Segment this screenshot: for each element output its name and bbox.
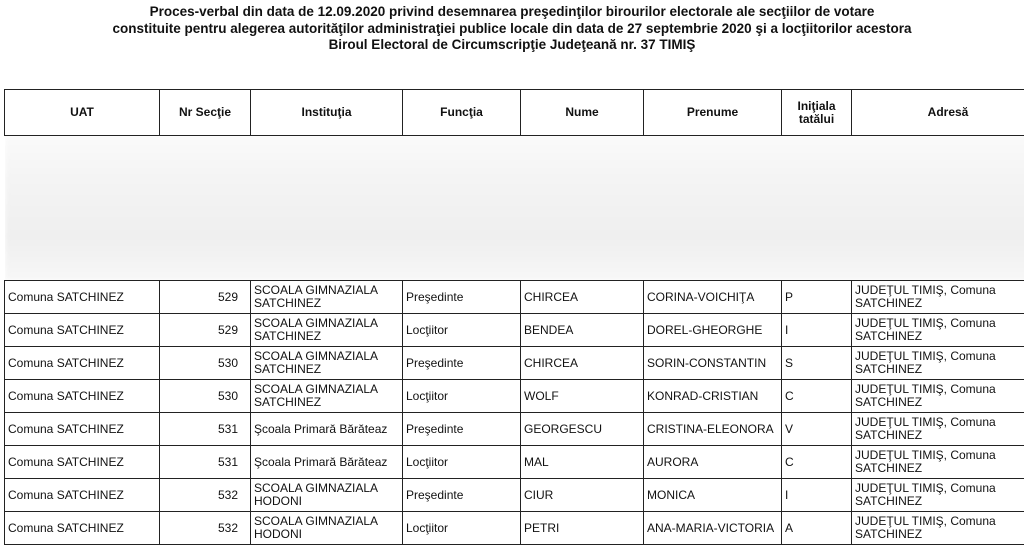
cell-uat: Comuna SATCHINEZ [5, 479, 160, 512]
cell-institutia: SCOALA GIMNAZIALA SATCHINEZ [251, 347, 403, 380]
cell-nume: CIUR [521, 479, 644, 512]
cell-nume: CHIRCEA [521, 347, 644, 380]
cell-uat: Comuna SATCHINEZ [5, 512, 160, 545]
col-header-adresa: Adresă [852, 90, 1024, 136]
cell-functia: Locţiitor [403, 380, 521, 413]
table-row [5, 380, 1024, 413]
cell-prenume: AURORA [644, 446, 782, 479]
cell-adresa: JUDEŢUL TIMIŞ, Comuna SATCHINEZ [852, 479, 1024, 512]
cell-initiala: A [782, 512, 852, 545]
cell-institutia: Şcoala Primară Bărăteaz [251, 446, 403, 479]
title-line-1: Proces-verbal din data de 12.09.2020 privind desemnarea preşedinţilor birourilor electorale ale secţiilor de votare [0, 4, 1024, 21]
cell-adresa: JUDEŢUL TIMIŞ, Comuna SATCHINEZ [852, 347, 1024, 380]
cell-adresa: JUDEŢUL TIMIŞ, Comuna SATCHINEZ [852, 413, 1024, 446]
cell-prenume: KONRAD-CRISTIAN [644, 380, 782, 413]
cell-uat: Comuna SATCHINEZ [5, 281, 160, 314]
col-header-institutia: Instituţia [251, 90, 403, 136]
cell-nume: BENDEA [521, 314, 644, 347]
cell-functia: Locţiitor [403, 512, 521, 545]
col-header-initiala: Iniţiala tatălui [782, 90, 852, 136]
table-row [5, 347, 1024, 380]
cell-adresa: JUDEŢUL TIMIŞ, Comuna SATCHINEZ [852, 281, 1024, 314]
cell-nume: GEORGESCU [521, 413, 644, 446]
cell-initiala: V [782, 413, 852, 446]
cell-institutia: SCOALA GIMNAZIALA HODONI [251, 512, 403, 545]
title-line-3: Biroul Electoral de Circumscripţie Judeţeană nr. 37 TIMIŞ [0, 37, 1024, 54]
document-title [0, 4, 1024, 54]
cell-sectie: 530 [160, 380, 251, 413]
cell-functia: Preşedinte [403, 347, 521, 380]
cell-sectie: 529 [160, 281, 251, 314]
cell-prenume: SORIN-CONSTANTIN [644, 347, 782, 380]
cell-uat: Comuna SATCHINEZ [5, 413, 160, 446]
col-header-prenume: Prenume [644, 90, 782, 136]
cell-institutia: SCOALA GIMNAZIALA SATCHINEZ [251, 314, 403, 347]
cell-institutia: SCOALA GIMNAZIALA SATCHINEZ [251, 281, 403, 314]
cell-adresa: JUDEŢUL TIMIŞ, Comuna SATCHINEZ [852, 380, 1024, 413]
cell-prenume: CORINA-VOICHIŢA [644, 281, 782, 314]
cell-functia: Locţiitor [403, 446, 521, 479]
redacted-region [5, 136, 1024, 281]
table-row [5, 413, 1024, 446]
cell-functia: Preşedinte [403, 281, 521, 314]
table-row [5, 281, 1024, 314]
cell-initiala: I [782, 479, 852, 512]
cell-uat: Comuna SATCHINEZ [5, 446, 160, 479]
cell-nume: WOLF [521, 380, 644, 413]
cell-nume: MAL [521, 446, 644, 479]
redacted-rows [5, 136, 1024, 281]
table-header-row [5, 90, 1024, 136]
cell-sectie: 531 [160, 413, 251, 446]
cell-initiala: P [782, 281, 852, 314]
cell-initiala: S [782, 347, 852, 380]
cell-adresa: JUDEŢUL TIMIŞ, Comuna SATCHINEZ [852, 314, 1024, 347]
table-row [5, 479, 1024, 512]
title-line-2: constituite pentru alegerea autorităţilor administraţiei publice locale din data de 27 septembrie 2020 şi a locţiitorilor acestora [0, 21, 1024, 38]
cell-sectie: 532 [160, 479, 251, 512]
cell-functia: Preşedinte [403, 479, 521, 512]
cell-sectie: 531 [160, 446, 251, 479]
cell-institutia: Şcoala Primară Bărăteaz [251, 413, 403, 446]
col-header-uat: UAT [5, 90, 160, 136]
cell-initiala: C [782, 380, 852, 413]
table-row [5, 314, 1024, 347]
cell-adresa: JUDEŢUL TIMIŞ, Comuna SATCHINEZ [852, 446, 1024, 479]
cell-prenume: DOREL-GHEORGHE [644, 314, 782, 347]
cell-institutia: SCOALA GIMNAZIALA SATCHINEZ [251, 380, 403, 413]
cell-uat: Comuna SATCHINEZ [5, 314, 160, 347]
table-row [5, 512, 1024, 545]
cell-initiala: C [782, 446, 852, 479]
cell-adresa: JUDEŢUL TIMIŞ, Comuna SATCHINEZ [852, 512, 1024, 545]
results-table [4, 89, 1024, 545]
cell-functia: Locţiitor [403, 314, 521, 347]
cell-sectie: 532 [160, 512, 251, 545]
cell-sectie: 530 [160, 347, 251, 380]
cell-prenume: MONICA [644, 479, 782, 512]
cell-functia: Preşedinte [403, 413, 521, 446]
col-header-nume: Nume [521, 90, 644, 136]
cell-prenume: ANA-MARIA-VICTORIA [644, 512, 782, 545]
cell-initiala: I [782, 314, 852, 347]
col-header-functia: Funcţia [403, 90, 521, 136]
cell-uat: Comuna SATCHINEZ [5, 380, 160, 413]
col-header-sectie: Nr Secţie [160, 90, 251, 136]
cell-uat: Comuna SATCHINEZ [5, 347, 160, 380]
cell-institutia: SCOALA GIMNAZIALA HODONI [251, 479, 403, 512]
cell-prenume: CRISTINA-ELEONORA [644, 413, 782, 446]
cell-nume: CHIRCEA [521, 281, 644, 314]
cell-nume: PETRI [521, 512, 644, 545]
cell-sectie: 529 [160, 314, 251, 347]
table-row [5, 446, 1024, 479]
